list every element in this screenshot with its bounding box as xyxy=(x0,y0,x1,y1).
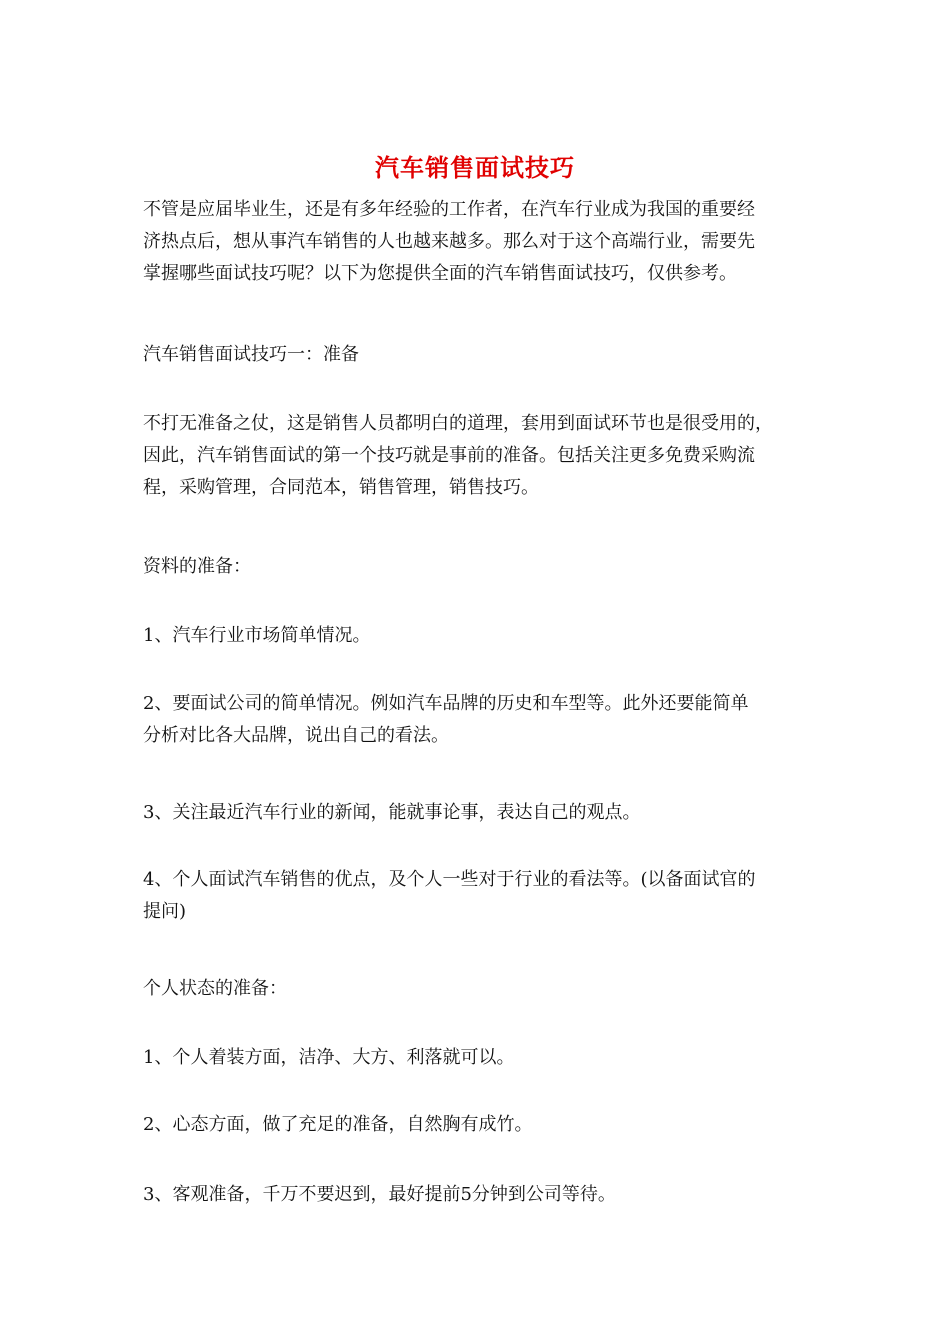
list-item-line: 1、汽车行业市场简单情况。 xyxy=(143,625,371,646)
list-item xyxy=(143,620,823,652)
materials-heading xyxy=(143,551,823,583)
list-item xyxy=(143,1179,823,1211)
prep-line: 程，采购管理，合同范本，销售管理，销售技巧。 xyxy=(143,477,539,498)
section-heading xyxy=(143,339,823,371)
list-item-line: 4、个人面试汽车销售的优点，及个人一些对于行业的看法等。(以备面试官的 xyxy=(143,869,756,890)
list-item-line: 2、要面试公司的简单情况。例如汽车品牌的历史和车型等。此外还要能简单 xyxy=(143,693,749,714)
state-heading xyxy=(143,973,823,1005)
list-item xyxy=(143,1042,823,1074)
prep-paragraph xyxy=(143,408,823,504)
list-item-line: 1、个人着装方面，洁净、大方、利落就可以。 xyxy=(143,1047,515,1068)
intro-line: 掌握哪些面试技巧呢？以下为您提供全面的汽车销售面试技巧，仅供参考。 xyxy=(143,263,737,284)
materials-heading-text: 资料的准备： xyxy=(143,556,251,577)
list-item-line: 3、关注最近汽车行业的新闻，能就事论事，表达自己的观点。 xyxy=(143,802,641,823)
list-item-line: 2、心态方面，做了充足的准备，自然胸有成竹。 xyxy=(143,1114,533,1135)
list-item xyxy=(143,797,823,829)
list-item-line: 3、客观准备，千万不要迟到，最好提前5分钟到公司等待。 xyxy=(143,1184,616,1205)
list-item-line: 分析对比各大品牌，说出自己的看法。 xyxy=(143,725,449,746)
section-heading-text: 汽车销售面试技巧一：准备 xyxy=(143,344,359,365)
intro-line: 不管是应届毕业生，还是有多年经验的工作者，在汽车行业成为我国的重要经 xyxy=(143,199,755,220)
intro-paragraph xyxy=(143,194,823,290)
prep-line: 不打无准备之仗，这是销售人员都明白的道理，套用到面试环节也是很受用的， xyxy=(143,413,773,434)
intro-line: 济热点后，想从事汽车销售的人也越来越多。那么对于这个高端行业，需要先 xyxy=(143,231,755,252)
list-item xyxy=(143,1109,823,1141)
prep-line: 因此，汽车销售面试的第一个技巧就是事前的准备。包括关注更多免费采购流 xyxy=(143,445,755,466)
list-item-line: 提问) xyxy=(143,901,187,922)
document-title: 汽车销售面试技巧 xyxy=(375,153,575,182)
list-item xyxy=(143,864,823,928)
list-item xyxy=(143,688,823,752)
state-heading-text: 个人状态的准备： xyxy=(143,978,287,999)
